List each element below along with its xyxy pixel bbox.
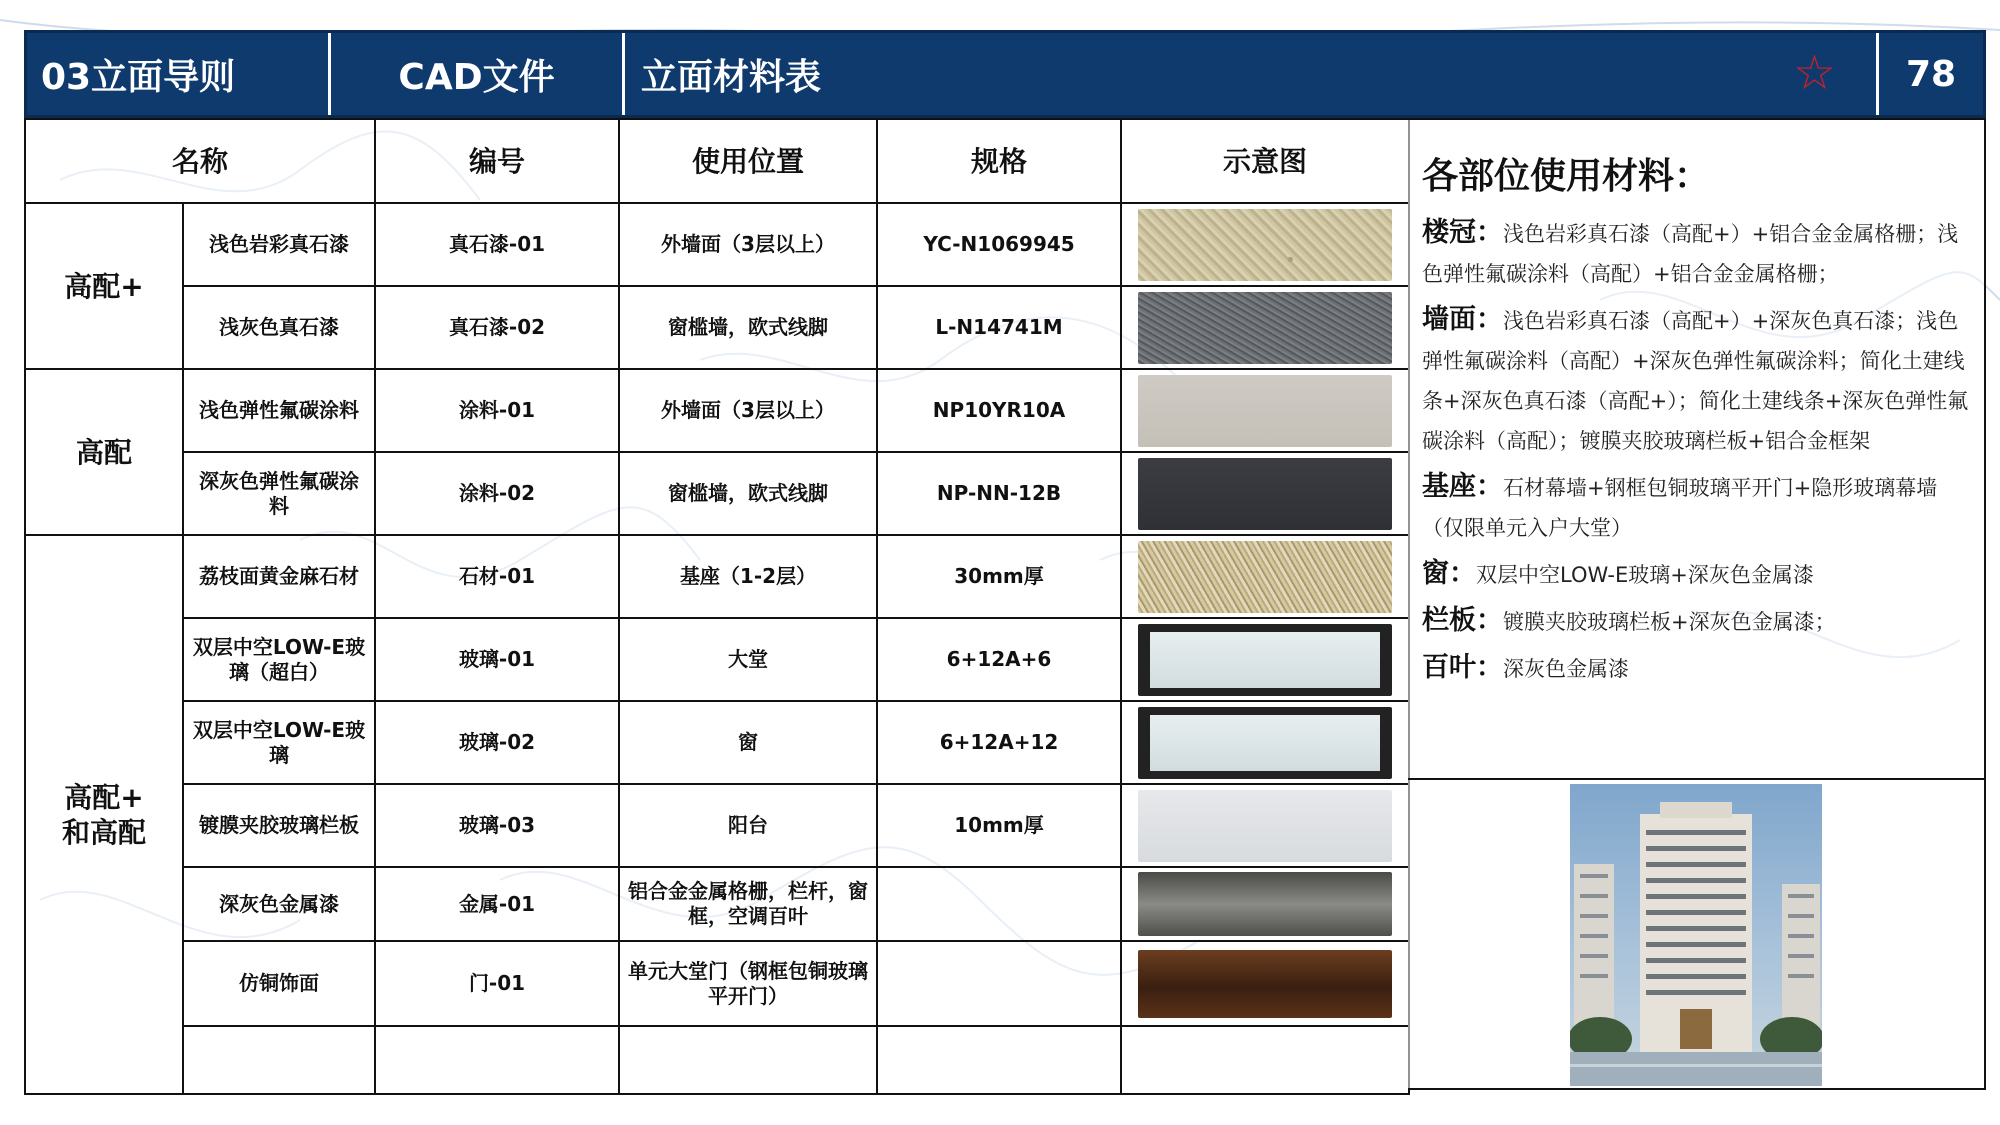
- usage-text: 浅色岩彩真石漆（高配+）+铝合金金属格栅；浅色弹性氟碳涂料（高配）+铝合金金属格栅；: [1422, 222, 1959, 286]
- material-name: 深灰色金属漆: [183, 867, 375, 941]
- usage-item-window: [1422, 554, 1970, 595]
- table-row: [25, 369, 1409, 452]
- material-code: 涂料-02: [375, 452, 619, 535]
- table-row: [25, 784, 1409, 867]
- material-sample-cell: [1121, 535, 1409, 618]
- building-illustration: [1570, 784, 1822, 1086]
- table-row: [25, 203, 1409, 286]
- usage-key: 楼冠：: [1422, 217, 1503, 248]
- material-sample-cell: [1121, 701, 1409, 784]
- material-sample-cell: [1121, 203, 1409, 286]
- material-name: 浅灰色真石漆: [183, 286, 375, 369]
- material-sample-cell: [1121, 784, 1409, 867]
- material-name: 仿铜饰面: [183, 941, 375, 1026]
- material-spec: YC-N1069945: [877, 203, 1121, 286]
- table-row: [25, 618, 1409, 701]
- column-header-sample: 示意图: [1121, 119, 1409, 203]
- material-location: 窗槛墙，欧式线脚: [619, 286, 877, 369]
- column-header-spec: 规格: [877, 119, 1121, 203]
- usage-key: 墙面：: [1422, 304, 1503, 335]
- material-code: 石材-01: [375, 535, 619, 618]
- usage-title: 各部位使用材料：: [1422, 156, 1711, 197]
- column-header-location: 使用位置: [619, 119, 877, 203]
- material-sample-cell: [1121, 452, 1409, 535]
- material-code: 涂料-01: [375, 369, 619, 452]
- usage-text: 石材幕墙+钢框包铜玻璃平开门+隐形玻璃幕墙（仅限单元入户大堂）: [1422, 476, 1938, 540]
- table-row-empty: [25, 1026, 1409, 1094]
- copper-finish-swatch: [1138, 950, 1392, 1018]
- table-row: [25, 941, 1409, 1026]
- star-icon: ☆: [1792, 44, 1836, 101]
- empty-cell: [375, 1026, 619, 1094]
- usage-text: 镀膜夹胶玻璃栏板+深灰色金属漆；: [1503, 610, 1836, 634]
- material-name: 浅色岩彩真石漆: [183, 203, 375, 286]
- material-spec: NP-NN-12B: [877, 452, 1121, 535]
- cad-file-label: CAD文件: [331, 33, 625, 115]
- material-location: 窗槛墙，欧式线脚: [619, 452, 877, 535]
- dark-fluorocarbon-swatch: [1138, 458, 1392, 530]
- material-location: 外墙面（3层以上）: [619, 369, 877, 452]
- column-header-name: 名称: [25, 119, 375, 203]
- usage-item-railing: [1422, 601, 1970, 642]
- usage-panel: [1408, 118, 1986, 1090]
- glass-swatch: [1138, 707, 1392, 779]
- usage-key: 窗：: [1422, 558, 1476, 589]
- empty-cell: [1121, 1026, 1409, 1094]
- table-row: [25, 867, 1409, 941]
- material-spec: 10mm厚: [877, 784, 1121, 867]
- usage-key: 栏板：: [1422, 605, 1503, 636]
- material-spec: 6+12A+12: [877, 701, 1121, 784]
- material-location: 基座（1-2层）: [619, 535, 877, 618]
- rendering-photo-container: [1408, 780, 1984, 1090]
- material-location: 阳台: [619, 784, 877, 867]
- material-spec: 30mm厚: [877, 535, 1121, 618]
- material-spec: L-N14741M: [877, 286, 1121, 369]
- material-spec: [877, 941, 1121, 1026]
- empty-cell: [183, 1026, 375, 1094]
- building-rendering-image: [1570, 784, 1822, 1086]
- material-location: 大堂: [619, 618, 877, 701]
- material-location: 外墙面（3层以上）: [619, 203, 877, 286]
- material-spec: 6+12A+6: [877, 618, 1121, 701]
- material-sample-cell: [1121, 286, 1409, 369]
- page-number: 78: [1905, 53, 1957, 95]
- usage-text: 浅色岩彩真石漆（高配+）+深灰色真石漆；浅色弹性氟碳涂料（高配）+深灰色弹性氟碳涂料；简化土建线条+深灰色真石漆（高配+）；简化土建线条+深灰色弹性氟碳涂料（高配）；镀膜夹胶玻璃栏板+铝合金框架: [1422, 309, 1969, 453]
- table-row: [25, 452, 1409, 535]
- material-code: 玻璃-03: [375, 784, 619, 867]
- material-name: 浅色弹性氟碳涂料: [183, 369, 375, 452]
- page-title: [625, 33, 1879, 115]
- light-fluorocarbon-swatch: [1138, 375, 1392, 447]
- material-location: 窗: [619, 701, 877, 784]
- material-name: 深灰色弹性氟碳涂料: [183, 452, 375, 535]
- granite-swatch: [1138, 541, 1392, 613]
- usage-key: 百叶：: [1422, 652, 1503, 683]
- material-name: 双层中空LOW-E玻璃: [183, 701, 375, 784]
- column-header-code: 编号: [375, 119, 619, 203]
- material-code: 玻璃-02: [375, 701, 619, 784]
- usage-section: [1408, 120, 1984, 780]
- usage-text: 双层中空LOW-E玻璃+深灰色金属漆: [1476, 563, 1814, 587]
- table-row: [25, 286, 1409, 369]
- usage-item-base: [1422, 467, 1970, 548]
- material-name: 双层中空LOW-E玻璃（超白）: [183, 618, 375, 701]
- material-code: 门-01: [375, 941, 619, 1026]
- usage-text: 深灰色金属漆: [1503, 657, 1629, 681]
- glass-swatch: [1138, 624, 1392, 696]
- material-sample-cell: [1121, 941, 1409, 1026]
- material-spec: NP10YR10A: [877, 369, 1121, 452]
- usage-item-crown: [1422, 213, 1970, 294]
- empty-cell: [619, 1026, 877, 1094]
- table-row: [25, 535, 1409, 618]
- material-spec: [877, 867, 1121, 941]
- materials-table-container: [24, 118, 1408, 1090]
- material-code: 真石漆-01: [375, 203, 619, 286]
- material-sample-cell: [1121, 867, 1409, 941]
- material-name: 镀膜夹胶玻璃栏板: [183, 784, 375, 867]
- page-title-text: 立面材料表: [641, 56, 822, 98]
- grey-stone-paint-swatch: [1138, 292, 1392, 364]
- materials-table: [24, 118, 1410, 1095]
- usage-item-louver: [1422, 648, 1970, 689]
- material-code: 玻璃-01: [375, 618, 619, 701]
- table-header-row: [25, 119, 1409, 203]
- material-sample-cell: [1121, 618, 1409, 701]
- group-label: 高配+: [25, 203, 183, 369]
- material-location: 铝合金金属格栅，栏杆，窗框，空调百叶: [619, 867, 877, 941]
- group-label: 高配: [25, 369, 183, 535]
- usage-item-wall: [1422, 300, 1970, 461]
- material-code: 金属-01: [375, 867, 619, 941]
- title-bar: [24, 30, 1986, 118]
- empty-cell: [877, 1026, 1121, 1094]
- material-name: 荔枝面黄金麻石材: [183, 535, 375, 618]
- usage-key: 基座：: [1422, 471, 1503, 502]
- metal-paint-swatch: [1138, 872, 1392, 936]
- light-stone-paint-swatch: [1138, 209, 1392, 281]
- group-label: 高配+ 和高配: [25, 535, 183, 1094]
- laminated-glass-swatch: [1138, 790, 1392, 862]
- material-code: 真石漆-02: [375, 286, 619, 369]
- section-label: 03立面导则: [27, 33, 331, 115]
- table-row: [25, 701, 1409, 784]
- material-location: 单元大堂门（钢框包铜玻璃平开门）: [619, 941, 877, 1026]
- material-sample-cell: [1121, 369, 1409, 452]
